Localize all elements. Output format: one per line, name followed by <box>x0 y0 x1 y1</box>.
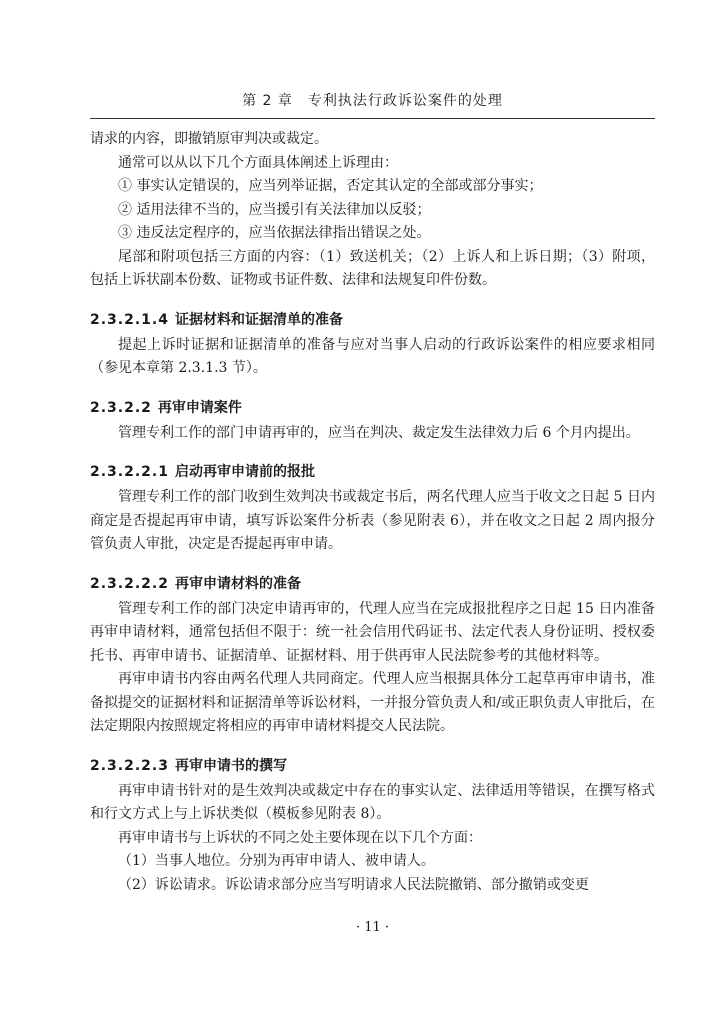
running-header: 第 2 章 专利执法行政诉讼案件的处理 <box>242 93 503 109</box>
section-title: 证据材料和证据清单的准备 <box>174 311 343 328</box>
header-rule <box>90 118 655 119</box>
section-heading-2-3-2-2 <box>90 397 655 420</box>
intro-paragraph-2: 通常可以从以下几个方面具体阐述上诉理由： <box>118 154 398 171</box>
intro-paragraph-3: 尾部和附项包括三方面的内容：（1）致送机关；（2）上诉人和上诉日期；（3）附项，包括上诉状副本份数、证物或书证件数、法律和法规复印件份数。 <box>90 248 655 288</box>
section-number: 2.3.2.2.3 <box>90 757 169 774</box>
section-paragraph: 再审申请书与上诉状的不同之处主要体现在以下几个方面： <box>118 829 482 846</box>
section-paragraph: 再审申请书内容由两名代理人共同商定。代理人应当根据具体分工起草再审申请书，准备拟提交的证据材料和证据清单等诉讼材料，一并报分管负责人和/或正职负责人审批后，在法定期限内按照规定将相应的再审申请材料提交人民法院。 <box>90 671 655 734</box>
page-number: · 11 · <box>355 920 390 935</box>
page-body <box>90 128 655 897</box>
section-title: 启动再审申请前的报批 <box>174 464 315 480</box>
intro-list-item-3: ③ 违反法定程序的，应当依据法律指出错误之处。 <box>118 225 431 241</box>
section-heading-2-3-2-2-1 <box>90 461 655 484</box>
intro-list-item-1: ① 事实认定错误的，应当列举证据，否定其认定的全部或部分事实； <box>118 178 543 194</box>
section-heading-2-3-2-2-3 <box>90 755 655 778</box>
intro-paragraph-1: 请求的内容，即撤销原审判决或裁定。 <box>90 131 328 147</box>
section-title: 再审申请材料的准备 <box>174 575 301 592</box>
section-list-item: （1）当事人地位。分别为再审申请人、被申请人。 <box>118 853 435 869</box>
section-heading-2-3-2-2-2 <box>90 573 655 596</box>
section-paragraph: 管理专利工作的部门收到生效判决书或裁定书后，两名代理人应当于收文之日起 5 日内商定是否提起再审申请，填写诉讼案件分析表（参见附表 6），并在收文之日起 2 周内报分管负责人审批，决定是否提起再审申请。 <box>90 489 655 552</box>
section-number: 2.3.2.2.1 <box>90 464 169 480</box>
section-title: 再审申请案件 <box>157 399 242 416</box>
section-list-item: （2）诉讼请求。诉讼请求部分应当写明请求人民法院撤销、部分撤销或变更 <box>118 876 589 893</box>
intro-list-item-2: ② 适用法律不当的，应当援引有关法律加以反驳； <box>118 201 431 218</box>
section-number: 2.3.2.1.4 <box>90 311 169 328</box>
section-paragraph: 提起上诉时证据和证据清单的准备与应对当事人启动的行政诉讼案件的相应要求相同（参见本章第 2.3.1.3 节）。 <box>90 336 655 376</box>
section-number: 2.3.2.2.2 <box>90 575 169 592</box>
section-paragraph: 管理专利工作的部门决定申请再审的，代理人应当在完成报批程序之日起 15 日内准备再审申请材料，通常包括但不限于：统一社会信用代码证书、法定代表人身份证明、授权委托书、再审申请书、证据清单、证据材料、用于供再审人民法院参考的其他材料等。 <box>90 600 655 664</box>
section-paragraph: 管理专利工作的部门申请再审的，应当在判决、裁定发生法律效力后 6 个月内提出。 <box>118 424 640 441</box>
section-paragraph: 再审申请书针对的是生效判决或裁定中存在的事实认定、法律适用等错误，在撰写格式和行文方式上与上诉状类似（模板参见附表 8）。 <box>90 782 655 822</box>
section-number: 2.3.2.2 <box>90 399 152 416</box>
section-title: 再审申请书的撰写 <box>174 757 287 774</box>
section-heading-2-3-2-1-4 <box>90 309 655 332</box>
